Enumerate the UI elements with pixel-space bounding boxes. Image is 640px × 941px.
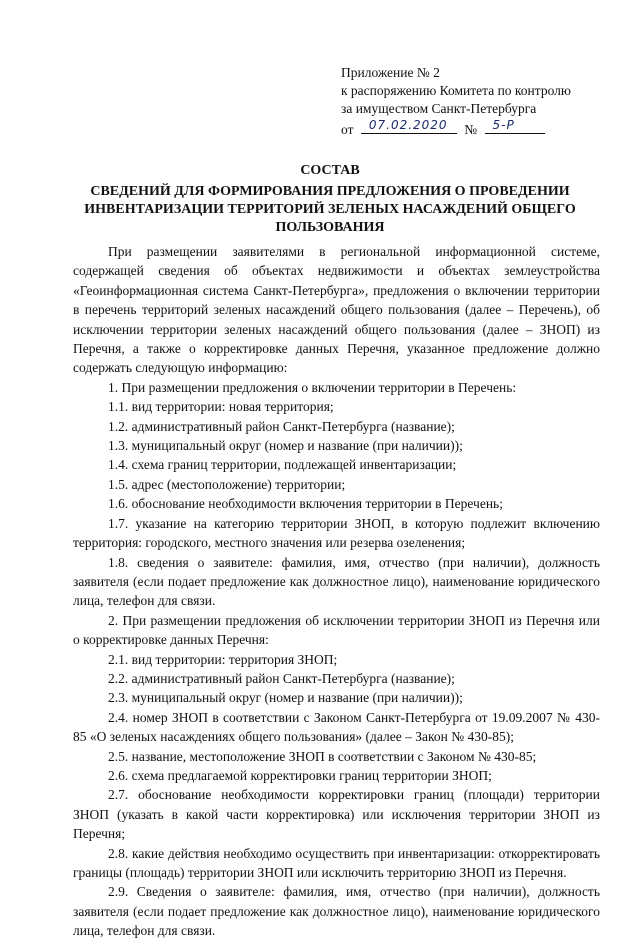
appendix-order: к распоряжению Комитета по контролю bbox=[341, 83, 571, 98]
item-2-8: 2.8. какие действия необходимо осуществить при инвентаризации: откорректировать границы (площадь) территории ЗНОП или исключить территорию ЗНОП из Перечня. bbox=[73, 845, 600, 880]
number-field bbox=[485, 118, 545, 134]
item-2-1: 2.1. вид территории: территория ЗНОП; bbox=[108, 651, 338, 667]
item-1-2: 1.2. административный район Санкт-Петербурга (название); bbox=[108, 418, 455, 434]
section-1-heading: 1. При размещении предложения о включении территории в Перечень: bbox=[108, 379, 517, 395]
handwritten-number: 5-Р bbox=[492, 118, 515, 132]
from-label: от bbox=[341, 122, 354, 137]
document-body bbox=[73, 242, 600, 941]
item-2-6: 2.6. схема предлагаемой корректировки границ территории ЗНОП; bbox=[108, 767, 492, 783]
item-1-8: 1.8. сведения о заявителе: фамилия, имя, отчество (при наличии), должность заявителя (если подает предложение как должностное лицо), наименование юридического лица, телефон для связи. bbox=[73, 554, 600, 609]
document-title bbox=[60, 162, 600, 237]
item-2-3: 2.3. муниципальный округ (номер и название (при наличии)); bbox=[108, 690, 463, 706]
date-field bbox=[361, 118, 457, 134]
title-line-2: СВЕДЕНИЙ ДЛЯ ФОРМИРОВАНИЯ ПРЕДЛОЖЕНИЯ О ПРОВЕДЕНИИ ИНВЕНТАРИЗАЦИИ ТЕРРИТОРИЙ ЗЕЛЕНЫХ НАСАЖДЕНИЙ ОБЩЕГО ПОЛЬЗОВАНИЯ bbox=[84, 184, 576, 235]
item-2-5: 2.5. название, местоположение ЗНОП в соответствии с Законом № 430-85; bbox=[108, 748, 537, 764]
item-2-2: 2.2. административный район Санкт-Петербурга (название); bbox=[108, 670, 455, 686]
item-2-4: 2.4. номер ЗНОП в соответствии с Законом Санкт-Петербурга от 19.09.2007 № 430-85 «О зеленых насаждениях общего пользования» (далее – Закон № 430-85); bbox=[73, 709, 600, 745]
number-label: № bbox=[464, 122, 478, 137]
item-1-5: 1.5. адрес (местоположение) территории; bbox=[108, 476, 346, 492]
title-line-1: СОСТАВ bbox=[300, 163, 360, 178]
appendix-date-line bbox=[341, 118, 571, 139]
handwritten-date: 07.02.2020 bbox=[368, 118, 448, 132]
item-2-9: 2.9. Сведения о заявителе: фамилия, имя, отчество (при наличии), должность заявителя (если подает предложение как должностное лицо), наименование юридического лица, телефон для связи. bbox=[73, 884, 600, 939]
intro-paragraph: При размещении заявителями в региональной информационной системе, содержащей сведения об объектах недвижимости и объектах землеустройства «Геоинформационная система Санкт-Петербурга», предложения о включении территории в перечень территорий зеленых насаждений общего пользования (далее – Перечень), об исключении территории зеленых насаждений общего пользования (далее – ЗНОП) из Перечня, а также о корректировке данных Перечня, указанное предложение должно содержать следующую информацию: bbox=[73, 244, 600, 376]
item-1-4: 1.4. схема границ территории, подлежащей инвентаризации; bbox=[108, 457, 457, 473]
appendix-header bbox=[341, 64, 571, 139]
appendix-committee: за имуществом Санкт-Петербурга bbox=[341, 101, 537, 116]
appendix-number: Приложение № 2 bbox=[341, 65, 440, 80]
item-1-1: 1.1. вид территории: новая территория; bbox=[108, 399, 334, 415]
item-1-6: 1.6. обоснование необходимости включения территории в Перечень; bbox=[108, 496, 503, 512]
item-1-3: 1.3. муниципальный округ (номер и название (при наличии)); bbox=[108, 438, 463, 454]
item-2-7: 2.7. обоснование необходимости корректировки границ (площади) территории ЗНОП (указать в какой части корректировка) или исключения территории ЗНОП из Перечня; bbox=[73, 787, 600, 842]
item-1-7: 1.7. указание на категорию территории ЗНОП, в которую подлежит включению территория: городского, местного значения или резерва озеленения; bbox=[73, 515, 600, 551]
section-2-heading: 2. При размещении предложения об исключении территории ЗНОП из Перечня или о корректировке данных Перечня: bbox=[73, 612, 600, 648]
